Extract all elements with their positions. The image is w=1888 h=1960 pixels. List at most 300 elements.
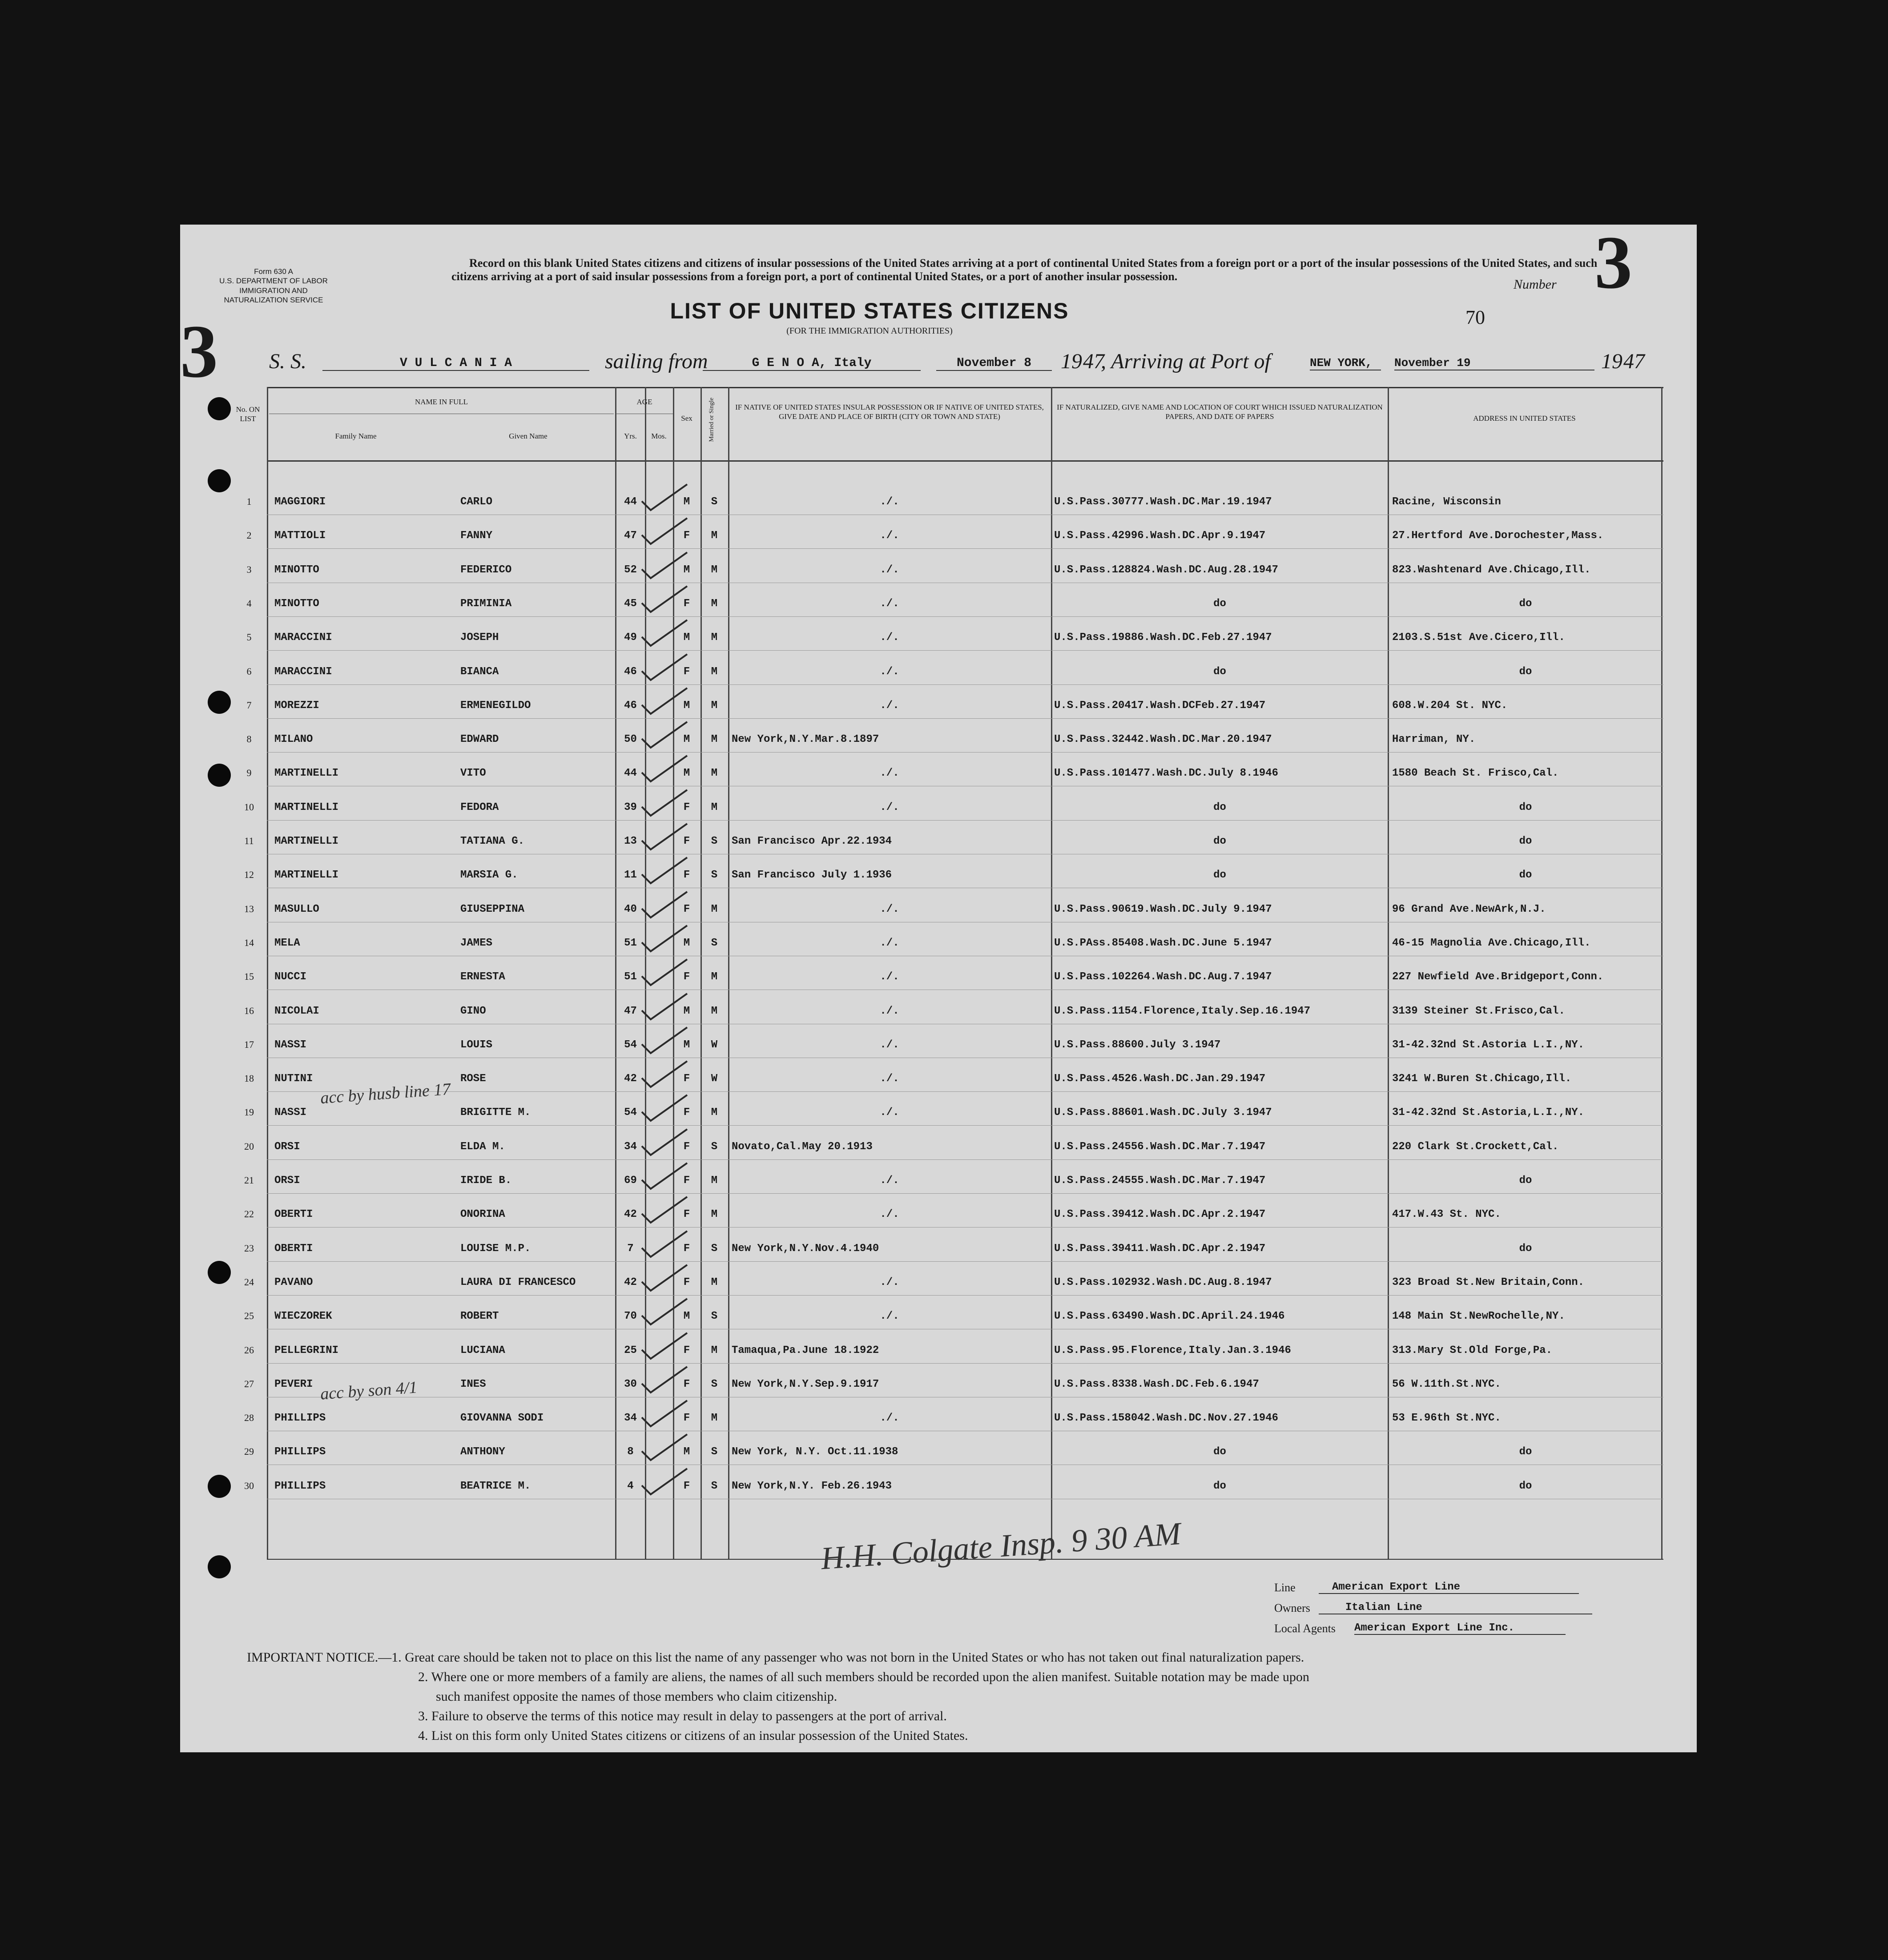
row-rule [267,820,1663,821]
row-rule [267,1091,1663,1092]
marital-status: S [711,1310,718,1323]
age-years: 50 [624,733,637,746]
checkmark-icon [638,992,692,1023]
punch-hole [208,1261,231,1284]
birth-info: ./. [880,699,899,712]
notice-4: 4. List on this form only United States citizens or citizens of an insular possession of the United States. [418,1728,968,1743]
us-address: 823.Washtenard Ave.Chicago,Ill. [1392,563,1591,576]
checkmark-icon [638,754,692,785]
marital-status: S [711,1140,718,1153]
naturalization-info: U.S.Pass.158042.Wash.DC.Nov.27.1946 [1054,1412,1279,1425]
us-address: 27.Hertford Ave.Dorochester,Mass. [1392,530,1604,542]
birth-info: Novato,Cal.May 20.1913 [732,1140,873,1153]
family-name: PHILLIPS [274,1480,326,1492]
arrival-port: NEW YORK, [1310,356,1381,370]
birth-info: ./. [880,767,899,780]
age-years: 51 [624,971,637,983]
checkmark-icon [638,1161,692,1192]
annotation-row28: acc by son 4/1 [319,1378,418,1404]
family-name: OBERTI [274,1208,313,1221]
manifest-sheet [180,221,1697,1752]
inspector-signature: H.H. Colgate Insp. 9 30 AM [820,1515,1182,1577]
us-address: do [1519,835,1532,847]
row-rule [267,718,1663,719]
family-name: ORSI [274,1140,300,1153]
age-years: 42 [624,1208,637,1221]
marital-status: M [711,903,718,915]
row-number: 15 [244,971,254,982]
form-id-block [207,267,340,305]
birth-info: ./. [880,1038,899,1051]
marital-status: M [711,530,718,542]
age-years: 34 [624,1140,637,1153]
marital-status: M [711,1276,718,1288]
given-name: ROBERT [460,1310,499,1323]
row-number: 29 [244,1446,254,1457]
family-name: PAVANO [274,1276,313,1288]
checkmark-icon [638,551,692,582]
naturalization-info: U.S.Pass.20417.Wash.DCFeb.27.1947 [1054,699,1266,712]
row-number: 5 [246,632,252,643]
checkmark-icon [638,1433,692,1464]
col-header-age: AGE [636,398,652,406]
given-name: VITO [460,767,486,780]
marital-status: M [711,1412,718,1425]
given-name: LAURA DI FRANCESCO [460,1276,576,1288]
checkmark-icon [638,652,692,684]
family-name: MINOTTO [274,597,319,610]
naturalization-info: U.S.Pass.90619.Wash.DC.July 9.1947 [1054,903,1272,915]
sex: F [683,1412,690,1425]
marital-status: M [711,597,718,610]
row-rule [267,650,1663,651]
birth-info: San Francisco Apr.22.1934 [732,835,892,847]
us-address: Harriman, NY. [1392,733,1476,746]
ss-label: S. S. [269,350,306,373]
line-label: Line [1274,1581,1296,1594]
birth-info: ./. [880,665,899,678]
footer-lines [1274,1581,1630,1642]
notice-2a: 2. Where one or more members of a family are aliens, the names of all such members should be recorded upon the alien manifest. Suitable notation may be made upon [418,1670,1309,1684]
owners-value: Italian Line [1319,1602,1592,1614]
row-number: 3 [246,563,252,575]
row-number: 7 [246,699,252,711]
naturalization-info: U.S.Pass.24555.Wash.DC.Mar.7.1947 [1054,1175,1266,1187]
marital-status: S [711,496,718,508]
sex: M [683,733,690,746]
marital-status: M [711,1005,718,1017]
birth-info: ./. [880,1175,899,1187]
marital-status: M [711,801,718,813]
us-address: 56 W.11th.St.NYC. [1392,1378,1501,1390]
sex: F [683,530,690,542]
naturalization-info: do [1213,835,1226,847]
family-name: MASULLO [274,903,319,915]
birth-info: ./. [880,801,899,813]
col-header-given: Given Name [509,432,547,440]
col-header-family: Family Name [335,432,377,440]
marital-status: W [711,1038,718,1051]
given-name: LUCIANA [460,1344,505,1356]
arrival-year-prefix: 19 [1601,350,1622,373]
given-name: TATIANA G. [460,835,525,847]
family-name: PELLEGRINI [274,1344,339,1356]
given-name: INES [460,1378,486,1390]
family-name: PEVERI [274,1378,313,1390]
us-address: 53 E.96th St.NYC. [1392,1412,1501,1425]
given-name: ROSE [460,1073,486,1085]
row-rule [267,548,1663,549]
row-number: 24 [244,1276,254,1288]
family-name: NASSI [274,1038,307,1051]
given-name: LOUIS [460,1038,493,1051]
checkmark-icon [638,1195,692,1226]
col-header-yrs: Yrs. [624,432,637,440]
col-header-no: No. ON LIST [236,405,260,423]
marital-status: W [711,1073,718,1085]
row-number: 2 [246,530,252,541]
service: IMMIGRATION AND NATURALIZATION SERVICE [224,286,323,304]
given-name: JOSEPH [460,632,499,644]
row-number: 4 [246,597,252,609]
birth-info: ./. [880,1073,899,1085]
family-name: NICOLAI [274,1005,319,1017]
owners-label: Owners [1274,1602,1310,1614]
age-years: 46 [624,665,637,678]
age-years: 8 [627,1446,634,1458]
naturalization-info: U.S.Pass.88600.July 3.1947 [1054,1038,1221,1051]
birth-info: ./. [880,937,899,949]
row-number: 30 [244,1480,254,1491]
us-address: 227 Newfield Ave.Bridgeport,Conn. [1392,971,1604,983]
checkmark-icon [638,822,692,853]
birth-info: ./. [880,971,899,983]
age-years: 25 [624,1344,637,1356]
punch-hole [208,691,231,714]
row-number: 20 [244,1140,254,1152]
us-address: do [1519,1446,1532,1458]
naturalization-info: U.S.Pass.102264.Wash.DC.Aug.7.1947 [1054,971,1272,983]
given-name: MARSIA G. [460,869,518,881]
naturalization-info: U.S.Pass.4526.Wash.DC.Jan.29.1947 [1054,1073,1266,1085]
notice-2b: such manifest opposite the names of those members who claim citizenship. [436,1689,837,1704]
checkmark-icon [638,1399,692,1430]
naturalization-info: U.S.Pass.8338.Wash.DC.Feb.6.1947 [1054,1378,1259,1390]
row-number: 16 [244,1005,254,1016]
sailing-label: sailing from [605,350,708,373]
us-address: do [1519,665,1532,678]
sex: F [683,665,690,678]
col-header-mos: Mos. [651,432,667,440]
us-address: 31-42.32nd St.Astoria L.I.,NY. [1392,1038,1585,1051]
row-rule [267,1261,1663,1262]
us-address: 1580 Beach St. Frisco,Cal. [1392,767,1559,780]
instructions: Record on this blank United States citizens and citizens of insular possessions of the United States arriving at a port of continental United States from a foreign port or a port of the insular possessions of the United States, and such citizens arriving at a port of said insular possessions from a foreign port, a port of continental United States, or a port of another insular possession. [451,257,1598,283]
marital-status: S [711,1446,718,1458]
checkmark-icon [638,686,692,717]
row-rule [267,1295,1663,1296]
sheet-number: 3 [1594,221,1632,304]
sex: F [683,835,690,847]
family-name: MATTIOLI [274,530,326,542]
naturalization-info: U.S.Pass.63490.Wash.DC.April.24.1946 [1054,1310,1285,1323]
row-number: 28 [244,1412,254,1424]
naturalization-info: U.S.Pass.88601.Wash.DC.July 3.1947 [1054,1107,1272,1119]
given-name: ANTHONY [460,1446,505,1458]
given-name: ERNESTA [460,971,505,983]
row-number: 27 [244,1378,254,1389]
owners-field [1274,1602,1630,1622]
number-label: Number [1514,277,1557,292]
naturalization-info: U.S.Pass.24556.Wash.DC.Mar.7.1947 [1054,1140,1266,1153]
agents-label: Local Agents [1274,1622,1336,1635]
table-top-rule [267,387,1663,388]
age-years: 7 [627,1242,634,1255]
line-field [1274,1581,1630,1602]
annotation-row19: acc by husb line 17 [319,1079,451,1108]
sex: M [683,699,690,712]
big-sheet-mark: 3 [180,310,218,393]
checkmark-icon [638,1229,692,1260]
row-number: 1 [246,496,252,507]
birth-info: ./. [880,1412,899,1425]
age-years: 39 [624,801,637,813]
sex: M [683,1038,690,1051]
us-address: 3241 W.Buren St.Chicago,Ill. [1392,1073,1572,1085]
notice-1: —1. Great care should be taken not to place on this list the name of any passenger who was not born in the United States or who has not taken out final naturalization papers. [378,1650,1304,1665]
col-divider [728,387,729,1559]
given-name: FEDERICO [460,563,512,576]
family-name: NUCCI [274,971,307,983]
checkmark-icon [638,1331,692,1362]
age-years: 42 [624,1276,637,1288]
sex: F [683,1378,690,1390]
row-rule [267,1125,1663,1126]
checkmark-icon [638,516,692,547]
us-address: 220 Clark St.Crockett,Cal. [1392,1140,1559,1153]
given-name: FEDORA [460,801,499,813]
checkmark-icon [638,1026,692,1057]
col-header-married: Married or Single [708,397,715,442]
family-name: MARACCINI [274,632,332,644]
family-name: PHILLIPS [274,1446,326,1458]
birth-info: ./. [880,496,899,508]
checkmark-icon [638,1263,692,1294]
naturalization-info: do [1213,869,1226,881]
us-address: 148 Main St.NewRochelle,NY. [1392,1310,1565,1323]
naturalization-info: U.S.Pass.95.Florence,Italy.Jan.3.1946 [1054,1344,1291,1356]
family-name: MAGGIORI [274,496,326,508]
important-notice [247,1648,1670,1746]
sex: F [683,1242,690,1255]
sex: M [683,937,690,949]
family-name: WIECZOREK [274,1310,332,1323]
naturalization-info: U.S.Pass.39412.Wash.DC.Apr.2.1947 [1054,1208,1266,1221]
depart-year-prefix: 19 [1061,350,1082,373]
sex: F [683,1208,690,1221]
marital-status: M [711,971,718,983]
sex: F [683,1344,690,1356]
birth-info: ./. [880,597,899,610]
agents-field [1274,1622,1630,1642]
birth-info: ./. [880,1107,899,1119]
checkmark-icon [638,856,692,887]
row-number: 22 [244,1208,254,1220]
sex: F [683,1107,690,1119]
marital-status: S [711,835,718,847]
given-name: BIANCA [460,665,499,678]
row-number: 21 [244,1175,254,1186]
depart-date: November 8 [936,356,1052,371]
col-header-address: ADDRESS IN UNITED STATES [1473,414,1576,423]
marital-status: S [711,1480,718,1492]
age-years: 54 [624,1107,637,1119]
naturalization-info: U.S.Pass.101477.Wash.DC.July 8.1946 [1054,767,1279,780]
given-name: GIOVANNA SODI [460,1412,544,1425]
birth-info: New York,N.Y.Sep.9.1917 [732,1378,879,1390]
age-years: 44 [624,767,637,780]
sex: M [683,1310,690,1323]
us-address: 608.W.204 St. NYC. [1392,699,1508,712]
family-name: ORSI [274,1175,300,1187]
us-address: 323 Broad St.New Britain,Conn. [1392,1276,1585,1288]
checkmark-icon [638,1127,692,1159]
given-name: IRIDE B. [460,1175,512,1187]
line-value: American Export Line [1319,1581,1579,1594]
us-address: 31-42.32nd St.Astoria,L.I.,NY. [1392,1107,1585,1119]
given-name: JAMES [460,937,493,949]
row-number: 11 [244,835,254,846]
col-divider [1051,387,1052,1559]
checkmark-icon [638,720,692,751]
row-number: 23 [244,1242,254,1254]
given-name: ELDA M. [460,1140,505,1153]
marital-status: M [711,1344,718,1356]
naturalization-info: do [1213,1446,1226,1458]
naturalization-info: do [1213,597,1226,610]
checkmark-icon [638,1467,692,1498]
marital-status: S [711,1378,718,1390]
arrival-date: November 19 [1394,356,1594,370]
birth-info: ./. [880,563,899,576]
sex: F [683,1140,690,1153]
row-number: 12 [244,869,254,881]
given-name: FANNY [460,530,493,542]
row-number: 19 [244,1107,254,1118]
table-header-rule [267,460,1663,462]
sex: M [683,496,690,508]
sex: F [683,1073,690,1085]
origin: G E N O A, Italy [703,356,921,371]
naturalization-info: U.S.Pass.32442.Wash.DC.Mar.20.1947 [1054,733,1272,746]
checkmark-icon [638,584,692,616]
agents-value: American Export Line Inc. [1354,1622,1566,1635]
row-rule [267,616,1663,617]
marital-status: S [711,869,718,881]
punch-hole [208,1555,231,1578]
us-address: do [1519,1480,1532,1492]
birth-info: ./. [880,1005,899,1017]
marital-status: M [711,699,718,712]
row-rule [267,752,1663,753]
row-rule [267,1193,1663,1194]
row-number: 6 [246,665,252,677]
family-name: PHILLIPS [274,1412,326,1425]
family-name: MOREZZI [274,699,319,712]
arrival-year: 47 [1623,350,1645,373]
us-address: 313.Mary St.Old Forge,Pa. [1392,1344,1553,1356]
punch-hole [208,397,231,420]
given-name: PRIMINIA [460,597,512,610]
punch-hole [208,469,231,492]
us-address: do [1519,1242,1532,1255]
us-address: 417.W.43 St. NYC. [1392,1208,1501,1221]
marital-status: S [711,1242,718,1255]
sex: F [683,1480,690,1492]
row-number: 10 [244,801,254,813]
naturalization-info: do [1213,1480,1226,1492]
given-name: ONORINA [460,1208,505,1221]
marital-status: M [711,1107,718,1119]
row-rule [267,684,1663,685]
birth-info: New York,N.Y.Nov.4.1940 [732,1242,879,1255]
naturalization-info: U.S.Pass.102932.Wash.DC.Aug.8.1947 [1054,1276,1272,1288]
col-divider [1388,387,1389,1559]
us-address: 2103.S.51st Ave.Cicero,Ill. [1392,632,1565,644]
checkmark-icon [638,618,692,649]
age-years: 44 [624,496,637,508]
age-years: 45 [624,597,637,610]
us-address: do [1519,801,1532,813]
punch-hole [208,764,231,787]
department: U.S. DEPARTMENT OF LABOR [219,277,328,286]
notice-title: IMPORTANT NOTICE. [247,1650,378,1665]
marital-status: M [711,767,718,780]
row-rule [267,1227,1663,1228]
age-years: 52 [624,563,637,576]
age-years: 49 [624,632,637,644]
given-name: EDWARD [460,733,499,746]
us-address: 96 Grand Ave.NewArk,N.J. [1392,903,1546,915]
age-years: 34 [624,1412,637,1425]
row-number: 14 [244,937,254,948]
marital-status: M [711,1175,718,1187]
age-years: 70 [624,1310,637,1323]
naturalization-info: U.S.Pass.128824.Wash.DC.Aug.28.1947 [1054,563,1279,576]
checkmark-icon [638,1297,692,1328]
row-number: 13 [244,903,254,914]
age-years: 47 [624,1005,637,1017]
row-number: 25 [244,1310,254,1322]
row-number: 18 [244,1073,254,1084]
notice-3: 3. Failure to observe the terms of this notice may result in delay to passengers at the port of arrival. [418,1709,947,1723]
family-name: MARTINELLI [274,801,339,813]
sex: F [683,801,690,813]
stamp-number: 70 [1465,306,1485,328]
sex: M [683,1005,690,1017]
family-name: MARTINELLI [274,869,339,881]
row-number: 26 [244,1344,254,1356]
checkmark-icon [638,483,692,514]
age-years: 11 [624,869,637,881]
col-divider [1661,387,1663,1559]
age-years: 46 [624,699,637,712]
birth-info: ./. [880,903,899,915]
birth-info: ./. [880,1208,899,1221]
sex: F [683,597,690,610]
arriving-label: , Arriving at Port of [1101,350,1271,373]
family-name: MARACCINI [274,665,332,678]
